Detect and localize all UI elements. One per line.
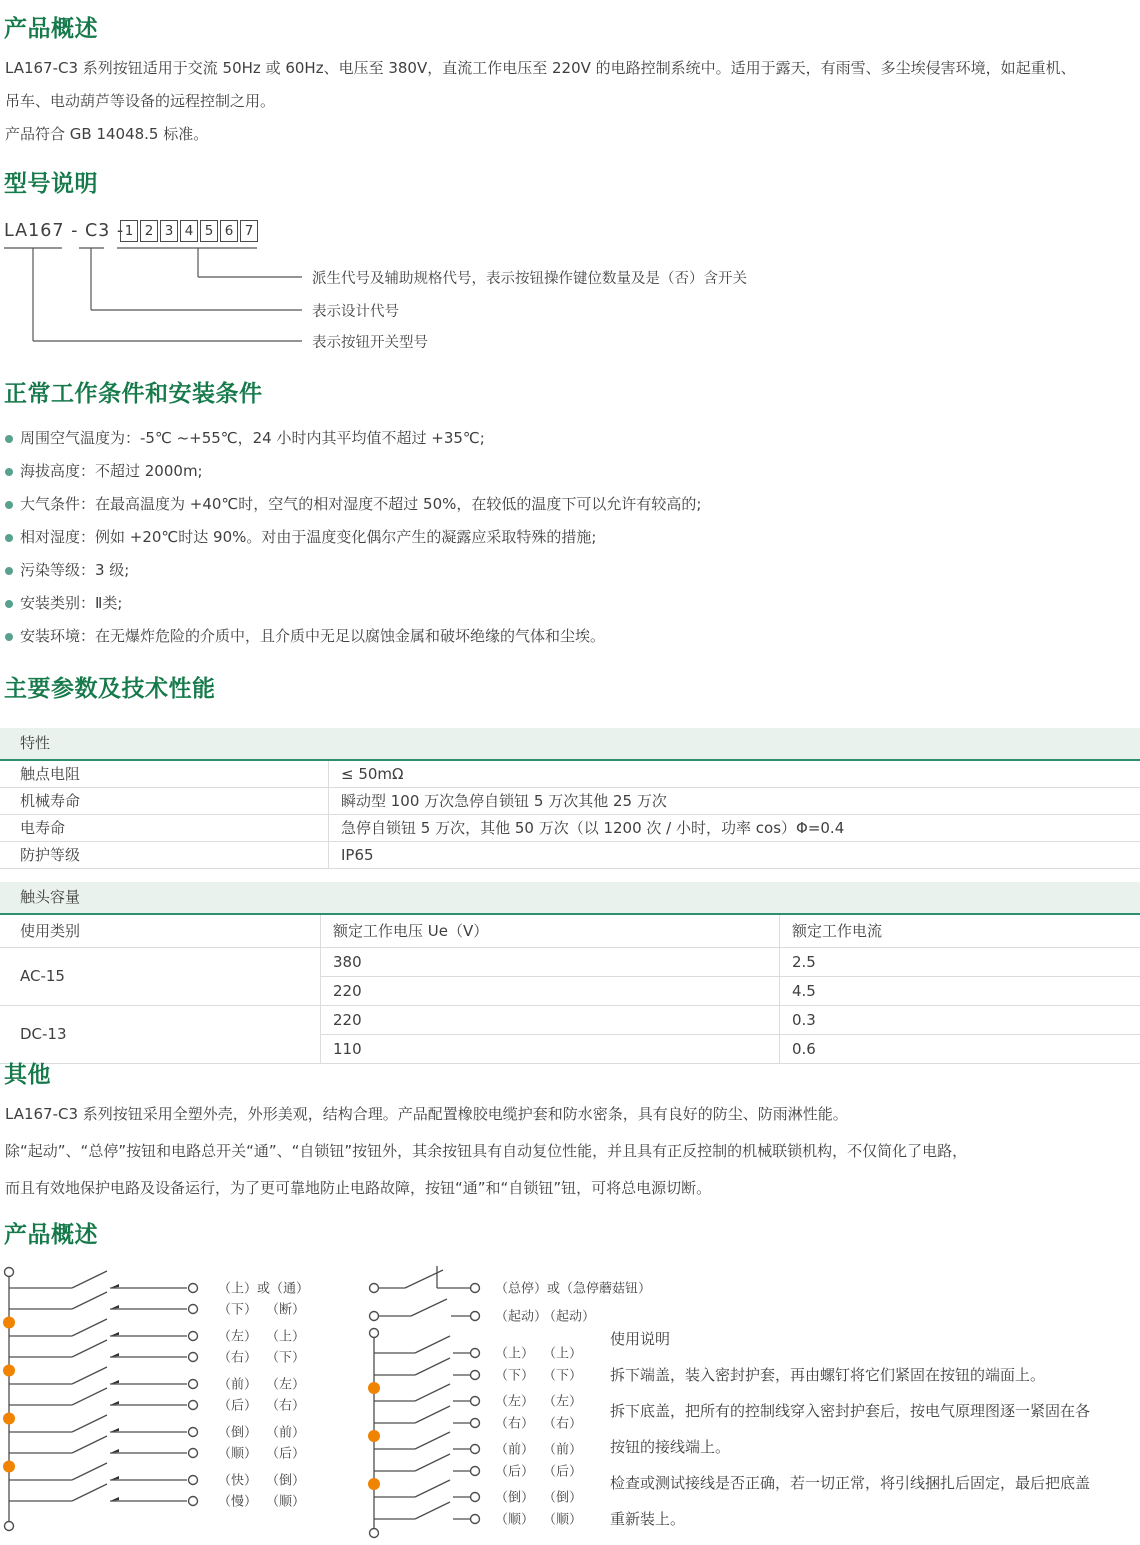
usage-instructions-lines [610, 1365, 1140, 1530]
table-row [0, 788, 1140, 815]
section-title-conditions: 正常工作条件和安装条件 [4, 375, 263, 408]
usage-line: 拆下端盖，装入密封护套，再由螺钉将它们紧固在按钮的端面上。 [610, 1365, 1140, 1386]
char-name-cell: 触点电阻 [0, 761, 329, 788]
contact-label: （下） [543, 1369, 582, 1384]
model-digit-box: 3 [160, 220, 178, 242]
contact-blade [72, 1292, 107, 1309]
section-title-parameters: 主要参数及技术性能 [4, 670, 216, 703]
condition-item: 安装环境：在无爆炸危险的介质中，且介质中无足以腐蚀金属和破坏绝缘的气体和尘埃。 [5, 626, 701, 647]
contact-label: （前） [543, 1443, 582, 1458]
char-name-cell: 电寿命 [0, 815, 329, 842]
char-value-cell: 急停自锁钮 5 万次，其他 50 万次（以 1200 次 / 小时，功率 cos）Φ=0.4 [329, 815, 1140, 842]
terminal-circle [189, 1476, 198, 1485]
condition-item: 相对湿度：例如 +20℃时达 90%。对由于温度变化偶尔产生的凝露应采取特殊的措施; [5, 527, 701, 548]
condition-item: 海拔高度：不超过 2000m; [5, 461, 701, 482]
section-title-model: 型号说明 [4, 165, 98, 198]
current-cell: 4.5 [780, 977, 1140, 1006]
overview-text-line: LA167-C3 系列按钮适用于交流 50Hz 或 60Hz、电压至 380V，直流工作电压至 220V 的电路控制系统中。适用于露天，有雨雪、多尘埃侵害环境，如起重机、 [5, 52, 1137, 85]
contact-label: （左） [266, 1378, 305, 1393]
usage-line: 拆下底盖，把所有的控制线穿入密封护套后，按电气原理图逐一紧固在各 [610, 1401, 1140, 1422]
column-header-cell: 额定工作电流 [780, 915, 1140, 948]
contact-label: （右） [218, 1351, 257, 1366]
contact-label: （总停）或（急停蘑菇钮） [495, 1281, 651, 1297]
voltage-cell: 380 [321, 948, 780, 977]
model-digit-boxes [120, 220, 260, 242]
contact-capacity-table-grid [0, 915, 1140, 1064]
wiring-diagram-area [0, 1265, 1140, 1541]
overview-text-line: 吊车、电动葫芦等设备的远程控制之用。 [5, 85, 1137, 118]
table-row [0, 1006, 1140, 1035]
other-text-line: 而且有效地保护电路及设备运行，为了更可靠地防止电路故障，按钮“通”和“自锁钮”钮，可将总电源切断。 [5, 1170, 1137, 1207]
contact-label: （倒） [218, 1426, 257, 1441]
category-cell: DC-13 [0, 1006, 321, 1064]
usage-instructions [610, 1329, 1140, 1545]
contact-blade [72, 1340, 107, 1357]
voltage-cell: 110 [321, 1035, 780, 1064]
contact-blade [415, 1502, 450, 1519]
table-row [0, 761, 1140, 788]
contact-blade [72, 1415, 107, 1432]
category-cell: AC-15 [0, 948, 321, 1006]
contact-label: （顺） [495, 1513, 534, 1528]
contact-label: （后） [218, 1399, 257, 1414]
contact-blade [72, 1367, 107, 1384]
terminal-circle [189, 1497, 198, 1506]
terminal-circle [471, 1467, 480, 1476]
contact-blade [415, 1358, 450, 1375]
terminal-circle [471, 1371, 480, 1380]
model-digit-box: 2 [140, 220, 158, 242]
section-title-overview: 产品概述 [4, 10, 98, 43]
contact-label: （倒） [495, 1491, 534, 1506]
column-header-cell: 使用类别 [0, 915, 321, 948]
model-code-diagram [0, 215, 860, 365]
usage-line: 检查或测试接线是否正确，若一切正常，将引线捆扎后固定，最后把底盖 [610, 1473, 1140, 1494]
contact-blade [72, 1271, 107, 1288]
char-value-cell: ≤ 50mΩ [329, 761, 1140, 788]
other-text-line: LA167-C3 系列按钮采用全塑外壳，外形美观，结构合理。产品配置橡胶电缆护套和防水密条，具有良好的防尘、防雨淋性能。 [5, 1096, 1137, 1133]
standalone-left-terminal [370, 1284, 379, 1293]
terminal-circle [471, 1445, 480, 1454]
contact-label: （左） [543, 1395, 582, 1410]
characteristics-table-header: 特性 [0, 728, 1140, 761]
contact-blade [72, 1484, 107, 1501]
contact-blade [415, 1384, 450, 1401]
table-row [0, 948, 1140, 977]
conditions-list [5, 428, 701, 659]
condition-item: 安装类别：Ⅱ类; [5, 593, 701, 614]
bus-junction-dot [3, 1365, 15, 1377]
model-callout-derivation: 派生代号及辅助规格代号，表示按钮操作键位数量及是（否）含开关 [312, 267, 747, 288]
bus-junction-dot [368, 1430, 380, 1442]
contact-label: （上） [543, 1347, 582, 1362]
condition-item: 污染等级：3 级; [5, 560, 701, 581]
model-digit-box: 5 [200, 220, 218, 242]
standalone-left-terminal [370, 1312, 379, 1321]
contact-blade [415, 1454, 450, 1471]
usage-line: 重新装上。 [610, 1509, 1140, 1530]
usage-line: 按钮的接线端上。 [610, 1437, 1140, 1458]
contact-blade [72, 1463, 107, 1480]
model-digit-box: 4 [180, 220, 198, 242]
bus-bottom-terminal [5, 1522, 14, 1531]
usage-instructions-title: 使用说明 [610, 1329, 1140, 1350]
terminal-circle [189, 1401, 198, 1410]
contact-label: （前） [218, 1378, 257, 1393]
model-digit-box: 7 [240, 220, 258, 242]
model-callout-design: 表示设计代号 [312, 300, 399, 321]
bus-top-terminal [370, 1329, 379, 1338]
contact-label: （后） [266, 1447, 305, 1462]
terminal-circle [189, 1305, 198, 1314]
char-value-cell: IP65 [329, 842, 1140, 869]
condition-item: 大气条件：在最高温度为 +40℃时，空气的相对湿度不超过 50%，在较低的温度下可以允许有较高的; [5, 494, 701, 515]
current-cell: 0.3 [780, 1006, 1140, 1035]
contact-label: （下） [495, 1369, 534, 1384]
contact-label: （右） [495, 1417, 534, 1432]
contact-blade [411, 1299, 447, 1316]
terminal-circle [189, 1332, 198, 1341]
contact-blade [415, 1480, 450, 1497]
contact-capacity-table [0, 882, 1140, 1064]
column-header-cell: 额定工作电压 Ue（V） [321, 915, 780, 948]
terminal-circle [471, 1397, 480, 1406]
contact-label: （顺） [266, 1495, 305, 1510]
contact-label: （断） [266, 1302, 305, 1318]
bus-top-terminal [5, 1268, 14, 1277]
contact-blade [72, 1436, 107, 1453]
overview-paragraphs [5, 52, 1137, 151]
terminal-circle [471, 1349, 480, 1358]
other-paragraphs [5, 1096, 1137, 1207]
other-text-line: 除“起动”、“总停”按钮和电路总开关“通”、“自锁钮”按钮外，其余按钮具有自动复位性能，并且具有正反控制的机械联锁机构，不仅简化了电路， [5, 1133, 1137, 1170]
overview-text-line: 产品符合 GB 14048.5 标准。 [5, 118, 1137, 151]
left-circuit-diagram [0, 1265, 360, 1541]
terminal-circle [471, 1419, 480, 1428]
contact-label: （前） [266, 1426, 305, 1441]
contact-label: （倒） [266, 1474, 305, 1489]
bus-junction-dot [368, 1478, 380, 1490]
contact-blade [72, 1388, 107, 1405]
contact-label: （下） [266, 1351, 305, 1366]
bus-bottom-terminal [370, 1529, 379, 1538]
current-cell: 0.6 [780, 1035, 1140, 1064]
contact-label: （后） [495, 1465, 534, 1480]
model-digit-box: 6 [220, 220, 238, 242]
contact-label: （后） [543, 1465, 582, 1480]
terminal-circle [189, 1380, 198, 1389]
char-value-cell: 瞬动型 100 万次急停自锁钮 5 万次其他 25 万次 [329, 788, 1140, 815]
section-title-overview2: 产品概述 [4, 1216, 98, 1249]
contact-label: （快） [218, 1473, 257, 1489]
terminal-circle [471, 1493, 480, 1502]
bus-junction-dot [3, 1413, 15, 1425]
contact-label: （倒） [543, 1491, 582, 1506]
contact-label: （起动） [543, 1309, 595, 1325]
contact-label: （顺） [543, 1513, 582, 1528]
contact-blade [415, 1336, 450, 1353]
contact-blade [415, 1406, 450, 1423]
contact-label: （右） [266, 1399, 305, 1414]
contact-capacity-table-header: 触头容量 [0, 882, 1140, 915]
characteristics-table-grid [0, 761, 1140, 869]
char-name-cell: 机械寿命 [0, 788, 329, 815]
contact-blade [415, 1432, 450, 1449]
terminal-circle [471, 1515, 480, 1524]
bus-junction-dot [3, 1317, 15, 1329]
table-row [0, 842, 1140, 869]
terminal-circle [189, 1353, 198, 1362]
contact-label: （上） [266, 1330, 305, 1345]
char-name-cell: 防护等级 [0, 842, 329, 869]
contact-label: （顺） [218, 1447, 257, 1462]
contact-label: （下） [218, 1303, 257, 1318]
contact-blade [72, 1319, 107, 1336]
table-column-header-row [0, 915, 1140, 948]
terminal-circle [189, 1284, 198, 1293]
contact-label: （右） [543, 1417, 582, 1432]
contact-label: （上）或（通） [218, 1282, 309, 1297]
contact-label: （左） [218, 1330, 257, 1345]
terminal-circle [189, 1449, 198, 1458]
table-row [0, 815, 1140, 842]
terminal-circle [471, 1312, 480, 1321]
terminal-circle [471, 1284, 480, 1293]
contact-label: （上） [495, 1347, 534, 1362]
characteristics-table [0, 728, 1140, 869]
condition-item: 周围空气温度为：-5℃ ~+55℃，24 小时内其平均值不超过 +35℃; [5, 428, 701, 449]
bus-junction-dot [3, 1461, 15, 1473]
contact-label: （前） [495, 1443, 534, 1458]
voltage-cell: 220 [321, 977, 780, 1006]
model-digit-box: 1 [120, 220, 138, 242]
voltage-cell: 220 [321, 1006, 780, 1035]
contact-label: （左） [495, 1395, 534, 1410]
contact-label: （起动） [495, 1309, 547, 1325]
bus-junction-dot [368, 1382, 380, 1394]
terminal-circle [189, 1428, 198, 1437]
current-cell: 2.5 [780, 948, 1140, 977]
model-code-prefix: LA167 - C3 - [4, 221, 124, 241]
contact-label: （慢） [218, 1494, 257, 1510]
model-callout-type: 表示按钮开关型号 [312, 331, 428, 352]
section-title-other: 其他 [4, 1056, 51, 1089]
